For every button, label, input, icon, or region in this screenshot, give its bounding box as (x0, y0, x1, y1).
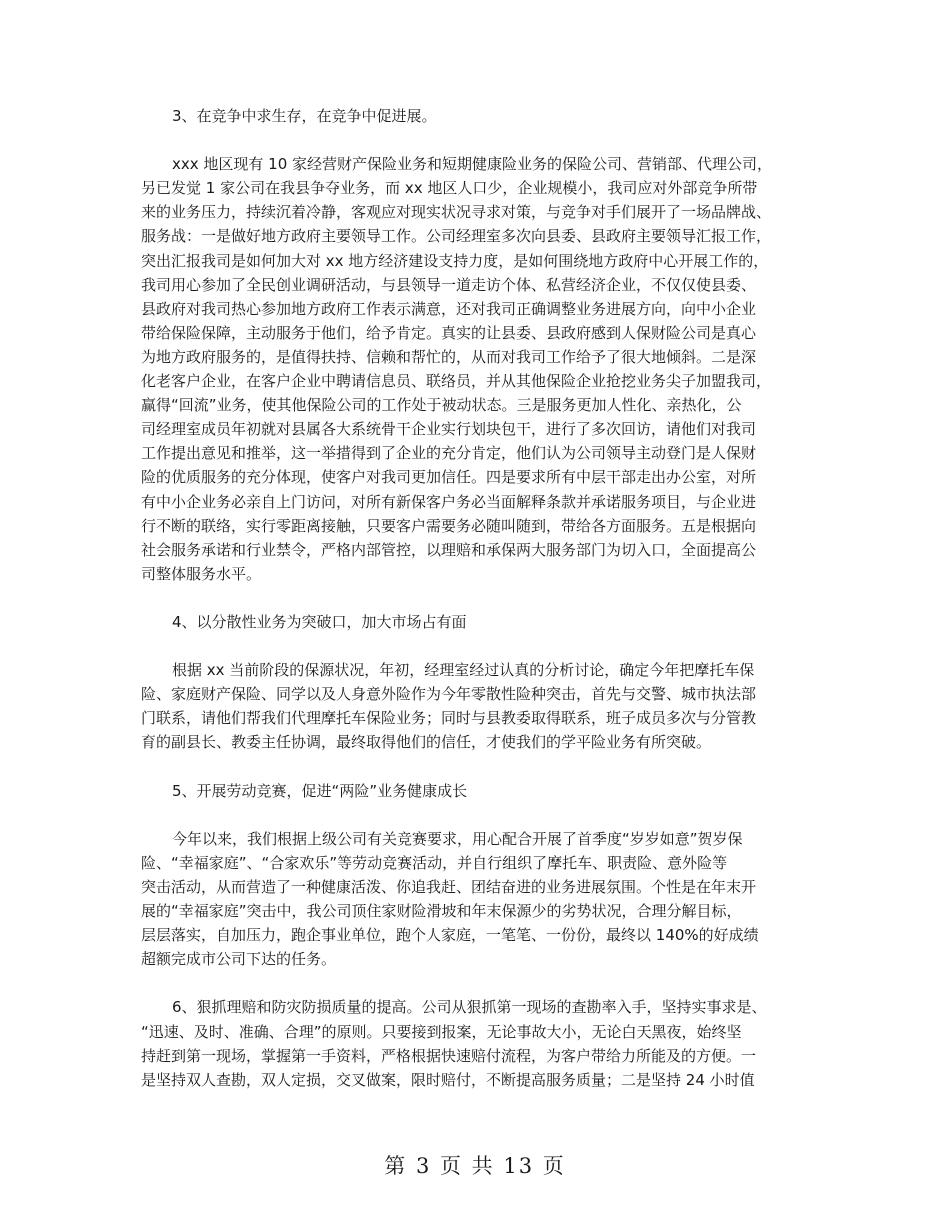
paragraph-gap (141, 755, 821, 779)
paragraph-line: 持赶到第一现场，掌握第一手资料，严格根据快速赔付流程，为客户带给力所能及的方便。一 (141, 1046, 757, 1065)
paragraph-line: 化老客户企业，在客户企业中聘请信息员、联络员，并从其他保险企业抢挖业务尖子加盟我司， (141, 372, 772, 391)
paragraph-line: 县政府对我司热心参加地方政府工作表示满意，还对我司正确调整业务进展方向，向中小企业 (141, 299, 757, 318)
document-body (141, 104, 821, 1092)
paragraph-line: xxx 地区现有 10 家经营财产保险业务和短期健康险业务的保险公司、营销部、代理公司， (172, 155, 773, 174)
paragraph-line: 我司用心参加了全民创业调研活动，与县领导一道走访个体、私营经济企业，不仅仅使县委、 (141, 275, 757, 294)
paragraph-line: “迅速、及时、准确、合理”的原则。只要接到报案，无论事故大小，无论白天黑夜，始终坚 (141, 1022, 742, 1041)
paragraph-line: 险、“幸福家庭”、“合家欢乐”等劳动竞赛活动，并自行组织了摩托车、职责险、意外险等 (141, 853, 728, 872)
section-3-paragraph (141, 152, 821, 586)
paragraph-gap (141, 586, 821, 610)
paragraph-gap (141, 634, 821, 658)
paragraph-line: 险的优质服务的充分体现，使客户对我司更加信任。四是要求所有中层干部走出办公室，对所 (141, 468, 757, 487)
paragraph-line: 层层落实，自加压力，跑企事业单位，跑个人家庭，一笔笔、一份份，最终以 140%的好成绩 (141, 926, 759, 945)
section-4-heading: 4、以分散性业务为突破口，加大市场占有面 (172, 612, 467, 631)
section-4-paragraph (141, 658, 821, 754)
paragraph-gap (141, 128, 821, 152)
paragraph-line: 社会服务承诺和行业禁令，严格内部管控，以理赔和承保两大服务部门为切入口，全面提高公 (141, 540, 757, 559)
paragraph-line: 是坚持双人查勘，双人定损，交叉做案，限时赔付，不断提高服务质量；二是坚持 24 小时值 (141, 1070, 755, 1089)
paragraph-line: 为地方政府服务的，是值得扶持、信赖和帮忙的，从而对我司工作给予了很大地倾斜。二是深 (141, 347, 757, 366)
paragraph-line: 司经理室成员年初就对县属各大系统骨干企业实行划块包干，进行了多次回访，请他们对我司 (141, 420, 757, 439)
paragraph-line: 突出汇报我司是如何加大对 xx 地方经济建设支持力度，是如何围绕地方政府中心开展工作的， (141, 251, 769, 270)
paragraph-line: 赢得“回流”业务，使其他保险公司的工作处于被动状态。三是服务更加人性化、亲热化，公 (141, 396, 742, 415)
paragraph-line: 门联系，请他们帮我们代理摩托车保险业务；同时与县教委取得联系，班子成员多次与分管教 (141, 709, 757, 728)
section-6-paragraph (141, 995, 821, 1091)
paragraph-line: 险、家庭财产保险、同学以及人身意外险作为今年零散性险种突击，首先与交警、城市执法部 (141, 685, 757, 704)
paragraph-line: 行不断的联络，实行零距离接触，只要客户需要务必随叫随到，带给各方面服务。五是根据向 (141, 516, 757, 535)
page-number-footer: 第 3 页 共 13 页 (384, 1154, 566, 1178)
paragraph-line: 来的业务压力，持续沉着冷静，客观应对现实状况寻求对策，与竞争对手们展开了一场品牌战、 (141, 203, 772, 222)
paragraph-line: 有中小企业务必亲自上门访问，对所有新保客户务必当面解释条款并承诺服务项目，与企业进 (141, 492, 757, 511)
section-3-heading: 3、在竞争中求生存，在竞争中促进展。 (172, 107, 437, 125)
paragraph-line: 6、狠抓理赔和防灾防损质量的提高。公司从狠抓第一现场的查勘率入手，坚持实事求是、 (172, 998, 767, 1017)
paragraph-line: 突击活动，从而营造了一种健康活泼、你追我赶、团结奋进的业务进展氛围。个性是在年末开 (141, 878, 757, 896)
paragraph-line: 超额完成市公司下达的任务。 (141, 950, 337, 969)
paragraph-line: 带给保险保障，主动服务于他们，给予肯定。真实的让县委、县政府感到人保财险公司是真心 (141, 323, 757, 342)
section-5-paragraph (141, 827, 821, 972)
paragraph-line: 展的“幸福家庭”突击中，我公司顶住家财险滑坡和年末保源少的劣势状况，合理分解目标， (141, 902, 742, 921)
section-5-heading: 5、开展劳动竞赛，促进“两险”业务健康成长 (172, 781, 468, 800)
paragraph-line: 育的副县长、教委主任协调，最终取得他们的信任，才使我们的学平险业务有所突破。 (141, 733, 712, 752)
paragraph-line: 今年以来，我们根据上级公司有关竞赛要求，用心配合开展了首季度“岁岁如意”贺岁保 (172, 829, 743, 848)
paragraph-line: 另已发觉 1 家公司在我县争夺业务，而 xx 地区人口少，企业规模小，我司应对外部竞争所带 (141, 179, 758, 198)
paragraph-gap (141, 971, 821, 995)
paragraph-line: 根据 xx 当前阶段的保源状况，年初，经理室经过认真的分析讨论，确定今年把摩托车保 (172, 661, 755, 680)
paragraph-line: 工作提出意见和推举，这一举措得到了企业的充分肯定，他们认为公司领导主动登门是人保财 (141, 444, 757, 463)
paragraph-line: 司整体服务水平。 (141, 564, 262, 583)
paragraph-gap (141, 803, 821, 827)
paragraph-line: 服务战：一是做好地方政府主要领导工作。公司经理室多次向县委、县政府主要领导汇报工作， (141, 227, 772, 246)
